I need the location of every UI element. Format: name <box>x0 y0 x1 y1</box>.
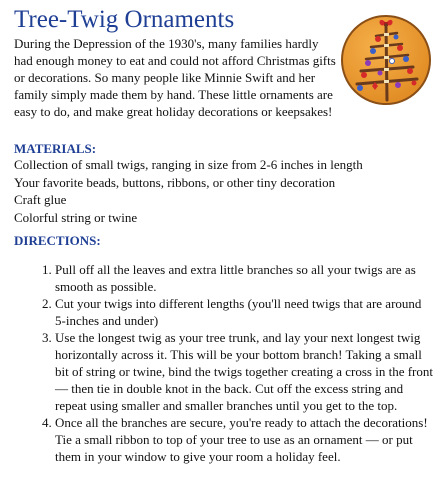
list-item: Your favorite beads, buttons, ribbons, or other tiny decoration <box>14 174 336 190</box>
directions-steps <box>40 261 435 465</box>
step-item: 1. Pull off all the leaves and extra little branches so all your twigs are as smooth as possible. <box>55 261 435 295</box>
page-title: Tree-Twig Ornaments <box>14 6 235 33</box>
directions-heading: DIRECTIONS: <box>14 233 101 248</box>
list-item: Colorful string or twine <box>14 209 138 225</box>
list-item: Collection of small twigs, ranging in size from 2-6 inches in length <box>14 157 363 172</box>
list-item: Craft glue <box>14 192 67 207</box>
twig-tree-ornament-icon <box>340 14 432 106</box>
materials-list <box>14 156 434 226</box>
intro-paragraph: During the Depression of the 1930's, many families hardly had enough money to eat and could not afford Christmas gifts or decorations. So many people like Minnie Swift and her family simply made them by hand. These little ornaments are easy to do, and make great holiday decorations or keepsakes! <box>14 36 336 119</box>
materials-heading: MATERIALS: <box>14 141 97 156</box>
step-item: 2. Cut your twigs into different lengths (you'll need twigs that are around 5-inches and under) <box>55 295 435 329</box>
step-item: 4. Once all the branches are secure, you're ready to attach the decorations! Tie a small ribbon to top of your tree to use as an ornament — or put them in your window to give your room a holiday feel. <box>55 414 435 465</box>
step-item: 3. Use the longest twig as your tree trunk, and lay your next longest twig horizontally across it. This will be your bottom branch! Taking a small bit of string or twine, bind the twigs together creating a cross in the front — then tie in double knot in the back. Cut off the excess string and repeat using smaller and smaller branches until you get to the top. <box>55 329 435 414</box>
